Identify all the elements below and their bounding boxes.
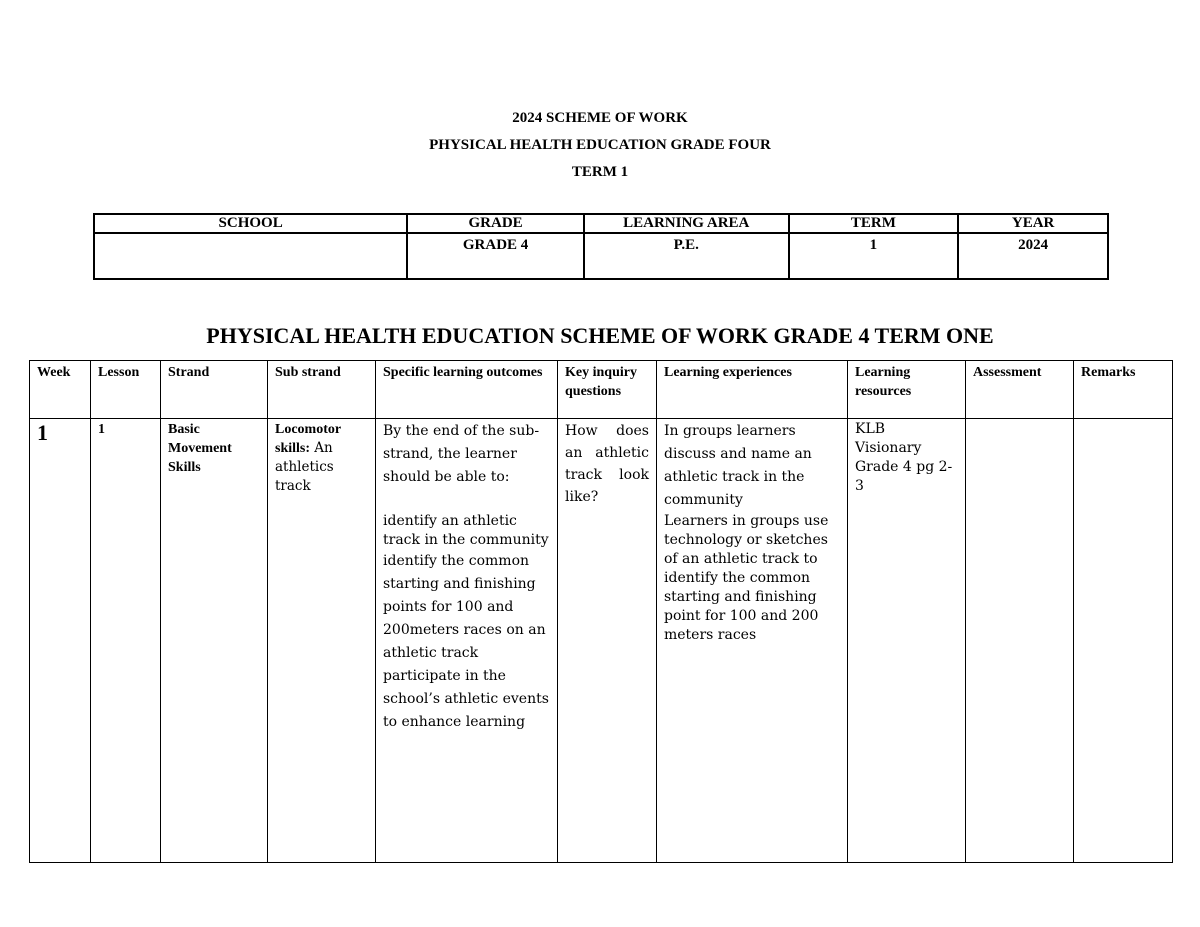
experience-item: Learners in groups use technology or sketches of an athletic track to identify the common starting and finishing point for 100 and 200 meters races (664, 513, 829, 643)
outcomes-intro: By the end of the sub-strand, the learner should be able to: (383, 423, 540, 485)
outcome-item: identify an athletic track in the community (383, 513, 549, 548)
scheme-header-row (30, 361, 1173, 419)
school-info-table (93, 213, 1109, 280)
document-title-line-1: 2024 SCHEME OF WORK (512, 110, 688, 126)
scheme-title: PHYSICAL HEALTH EDUCATION SCHEME OF WORK GRADE 4 TERM ONE (206, 323, 994, 348)
info-value-row (94, 233, 1108, 279)
sub-strand-text: An athletics track (275, 440, 334, 494)
lesson-cell (91, 419, 161, 863)
table-row (30, 419, 1173, 863)
experience-item: In groups learners discuss and name an athletic track in the community (664, 423, 812, 508)
strand-text: Basic Movement Skills (168, 422, 232, 475)
key-inquiry-cell (558, 419, 657, 863)
experiences-cell (657, 419, 848, 863)
resource-line: Grade 4 pg 2-3 (855, 459, 953, 494)
header-lesson: Lesson (91, 361, 161, 419)
header-remarks: Remarks (1074, 361, 1173, 419)
header-strand: Strand (161, 361, 268, 419)
info-value-learning-area: P.E. (584, 233, 789, 279)
info-header-term: TERM (789, 214, 959, 233)
info-value-year: 2024 (958, 233, 1108, 279)
remarks-cell (1074, 419, 1173, 863)
info-value-grade: GRADE 4 (407, 233, 584, 279)
assessment-cell (966, 419, 1074, 863)
resources-cell (848, 419, 966, 863)
document-title-line-3: TERM 1 (571, 164, 629, 180)
header-sub-strand: Sub strand (268, 361, 376, 419)
outcomes-cell (376, 419, 558, 863)
info-header-grade: GRADE (407, 214, 584, 233)
header-key-inquiry-questions: Key inquiry questions (558, 361, 657, 419)
resource-line: Visionary (855, 440, 922, 456)
resource-line: KLB (855, 421, 886, 437)
header-learning-experiences: Learning experiences (657, 361, 848, 419)
sub-strand-cell (268, 419, 376, 863)
key-inquiry-question: How does an athletic track look like? (565, 423, 649, 505)
info-value-term: 1 (789, 233, 959, 279)
info-header-row (94, 214, 1108, 233)
sub-strand-title: Locomotor skills: (275, 422, 341, 456)
info-header-year: YEAR (958, 214, 1108, 233)
document-title-line-2: PHYSICAL HEALTH EDUCATION GRADE FOUR (429, 137, 771, 153)
week-number: 1 (37, 420, 48, 445)
week-cell (30, 419, 91, 863)
outcome-item: identify the common starting and finishing points for 100 and 200meters races on an athletic track (383, 553, 546, 661)
scheme-of-work-table (29, 360, 1173, 863)
info-value-school (94, 233, 407, 279)
lesson-number: 1 (98, 422, 105, 437)
strand-cell (161, 419, 268, 863)
header-week: Week (30, 361, 91, 419)
header-specific-learning-outcomes: Specific learning outcomes (376, 361, 558, 419)
outcome-item: participate in the school’s athletic events to enhance learning (383, 668, 549, 730)
header-learning-resources: Learning resources (848, 361, 966, 419)
info-header-school: SCHOOL (94, 214, 407, 233)
info-header-learning-area: LEARNING AREA (584, 214, 789, 233)
outcomes-spacer (383, 489, 550, 512)
header-assessment: Assessment (966, 361, 1074, 419)
